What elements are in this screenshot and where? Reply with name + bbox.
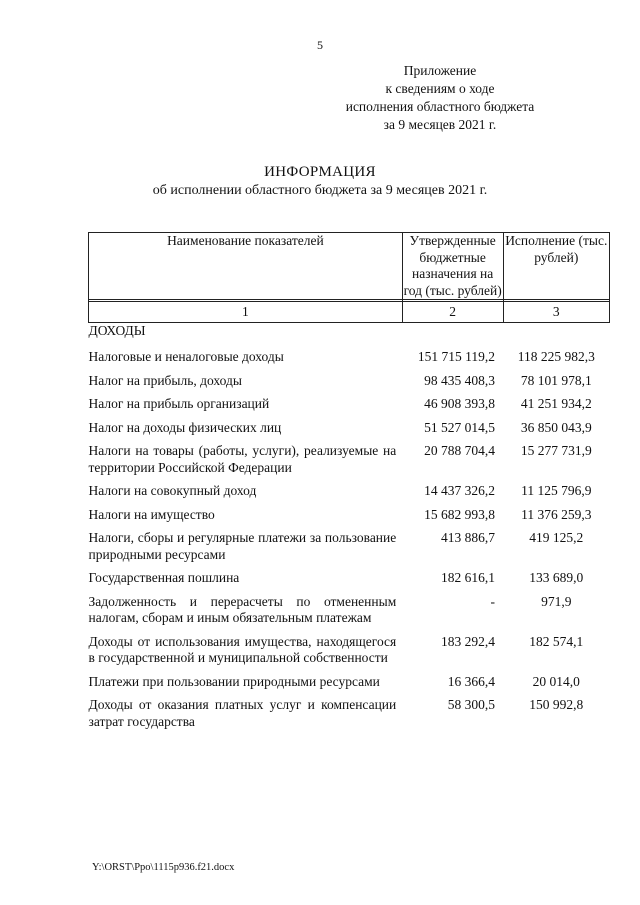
row-executed-value: 118 225 982,3 — [517, 349, 595, 364]
row-executed-value: 20 014,0 — [532, 673, 580, 689]
budget-table — [88, 232, 610, 733]
row-name: Доходы от оказания платных услуг и компенсации затрат государства — [88, 697, 397, 729]
row-approved-value: 14 437 326,2 — [424, 483, 496, 498]
file-path: Y:\ORST\Ppo\1115p936.f21.docx — [92, 862, 235, 873]
section-row — [89, 323, 610, 346]
page-number: 5 — [317, 38, 323, 52]
row-executed-value: 182 574,1 — [529, 633, 584, 649]
row-approved-value: 46 908 393,8 — [424, 396, 496, 411]
table-row — [89, 369, 610, 393]
appendix-note — [310, 62, 570, 134]
row-approved-value: - — [490, 593, 496, 609]
row-approved-value: 182 616,1 — [441, 570, 496, 585]
row-name: Государственная пошлина — [88, 570, 240, 585]
table-row — [89, 630, 610, 670]
table-row — [89, 566, 610, 590]
table-body — [89, 345, 610, 733]
row-name: Налог на прибыль организаций — [88, 396, 270, 411]
row-name: Налоги на имущество — [88, 506, 215, 522]
table-row — [89, 590, 610, 630]
header-executed: Исполнение (тыс. рублей) — [503, 233, 609, 300]
document-title — [0, 163, 640, 200]
row-name: Задолженность и перерасчеты по отмененным налогам, сборам и иным обязательным платежам — [88, 593, 397, 625]
row-name: Налоговые и неналоговые доходы — [88, 349, 284, 364]
title-main: ИНФОРМАЦИЯ — [264, 164, 376, 180]
row-executed-value: 971,9 — [541, 593, 572, 609]
table-row — [89, 670, 610, 694]
row-executed-value: 150 992,8 — [529, 697, 584, 712]
row-executed-value: 133 689,0 — [529, 570, 584, 585]
row-name: Налоги на товары (работы, услуги), реализуемые на территории Российской Федерации — [88, 443, 397, 475]
row-name: Платежи при пользовании природными ресурсами — [88, 673, 380, 689]
row-approved-value: 151 715 119,2 — [417, 349, 496, 364]
table-row — [89, 693, 610, 733]
appendix-line: Приложение — [403, 63, 477, 78]
row-executed-value: 41 251 934,2 — [520, 396, 592, 411]
appendix-line: исполнения областного бюджета — [345, 99, 535, 114]
row-executed-value: 78 101 978,1 — [520, 372, 592, 388]
row-name: Доходы от использования имущества, находящегося в государственной и муниципальной собственности — [88, 633, 397, 665]
appendix-line: за 9 месяцев 2021 г. — [383, 117, 497, 132]
table-row — [89, 439, 610, 479]
header-approved: Утвержденные бюджетные назначения на год (тыс. рублей) — [403, 233, 502, 298]
table-header-row — [89, 233, 610, 300]
table-row — [89, 503, 610, 527]
row-executed-value: 11 125 796,9 — [521, 483, 592, 498]
row-executed-value: 11 376 259,3 — [521, 506, 592, 522]
row-name: Налоги на совокупный доход — [88, 483, 257, 498]
row-approved-value: 183 292,4 — [441, 633, 496, 649]
row-approved-value: 58 300,5 — [447, 697, 496, 712]
appendix-line: к сведениям о ходе — [385, 81, 495, 96]
row-executed-value: 15 277 731,9 — [520, 443, 592, 458]
table-row — [89, 345, 610, 369]
row-approved-value: 16 366,4 — [447, 673, 496, 689]
row-name: Налог на прибыль, доходы — [88, 372, 242, 388]
row-name: Налог на доходы физических лиц — [88, 419, 282, 435]
row-approved-value: 413 886,7 — [441, 530, 496, 545]
row-executed-value: 419 125,2 — [529, 530, 584, 545]
row-executed-value: 36 850 043,9 — [520, 419, 592, 435]
row-approved-value: 20 788 704,4 — [424, 443, 496, 458]
header-indicator-name: Наименование показателей — [89, 233, 403, 300]
row-approved-value: 98 435 408,3 — [424, 372, 496, 388]
column-number: 3 — [503, 302, 609, 323]
table-row — [89, 526, 610, 566]
column-number: 1 — [89, 302, 403, 323]
column-number-row — [89, 302, 610, 323]
table-row — [89, 416, 610, 440]
table-row — [89, 479, 610, 503]
column-number: 2 — [402, 302, 503, 323]
section-title: ДОХОДЫ — [88, 323, 146, 338]
row-name: Налоги, сборы и регулярные платежи за пользование природными ресурсами — [88, 530, 397, 562]
row-approved-value: 15 682 993,8 — [424, 506, 496, 522]
title-subtitle: об исполнении областного бюджета за 9 месяцев 2021 г. — [152, 183, 488, 198]
table-row — [89, 392, 610, 416]
row-approved-value: 51 527 014,5 — [424, 419, 496, 435]
